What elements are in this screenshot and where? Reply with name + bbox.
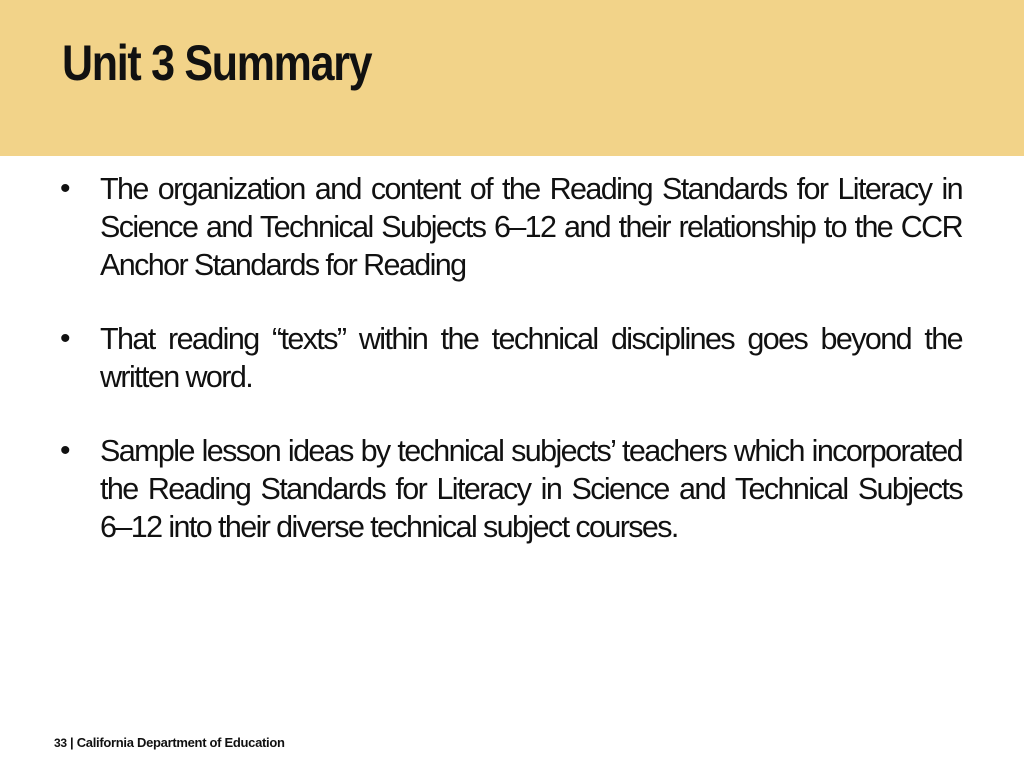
bullet-marker: •: [60, 172, 71, 205]
footer-organization: California Department of Education: [76, 735, 285, 750]
footer: [54, 735, 285, 750]
footer-separator: |: [66, 735, 77, 750]
bullet-text: That reading “texts” within the technical disciplines goes beyond the written word.: [100, 322, 962, 394]
slide-title: Unit 3 Summary: [62, 35, 372, 91]
bullet-item: [60, 320, 962, 396]
bullet-item: [60, 170, 962, 284]
title-band: [0, 0, 1024, 156]
bullet-text: The organization and content of the Reading Standards for Literacy in Science and Technical Subjects 6–12 and their relationship to the CCR Anchor Standards for Reading: [100, 172, 962, 282]
page-number: 33: [54, 736, 67, 750]
bullet-item: [60, 432, 962, 546]
bullet-marker: •: [60, 322, 71, 355]
bullet-list: [60, 170, 962, 582]
bullet-marker: •: [60, 434, 71, 467]
bullet-text: Sample lesson ideas by technical subjects’ teachers which incorporated the Reading Standards for Literacy in Science and Technical Subjects 6–12 into their diverse technical subject courses.: [100, 434, 962, 544]
